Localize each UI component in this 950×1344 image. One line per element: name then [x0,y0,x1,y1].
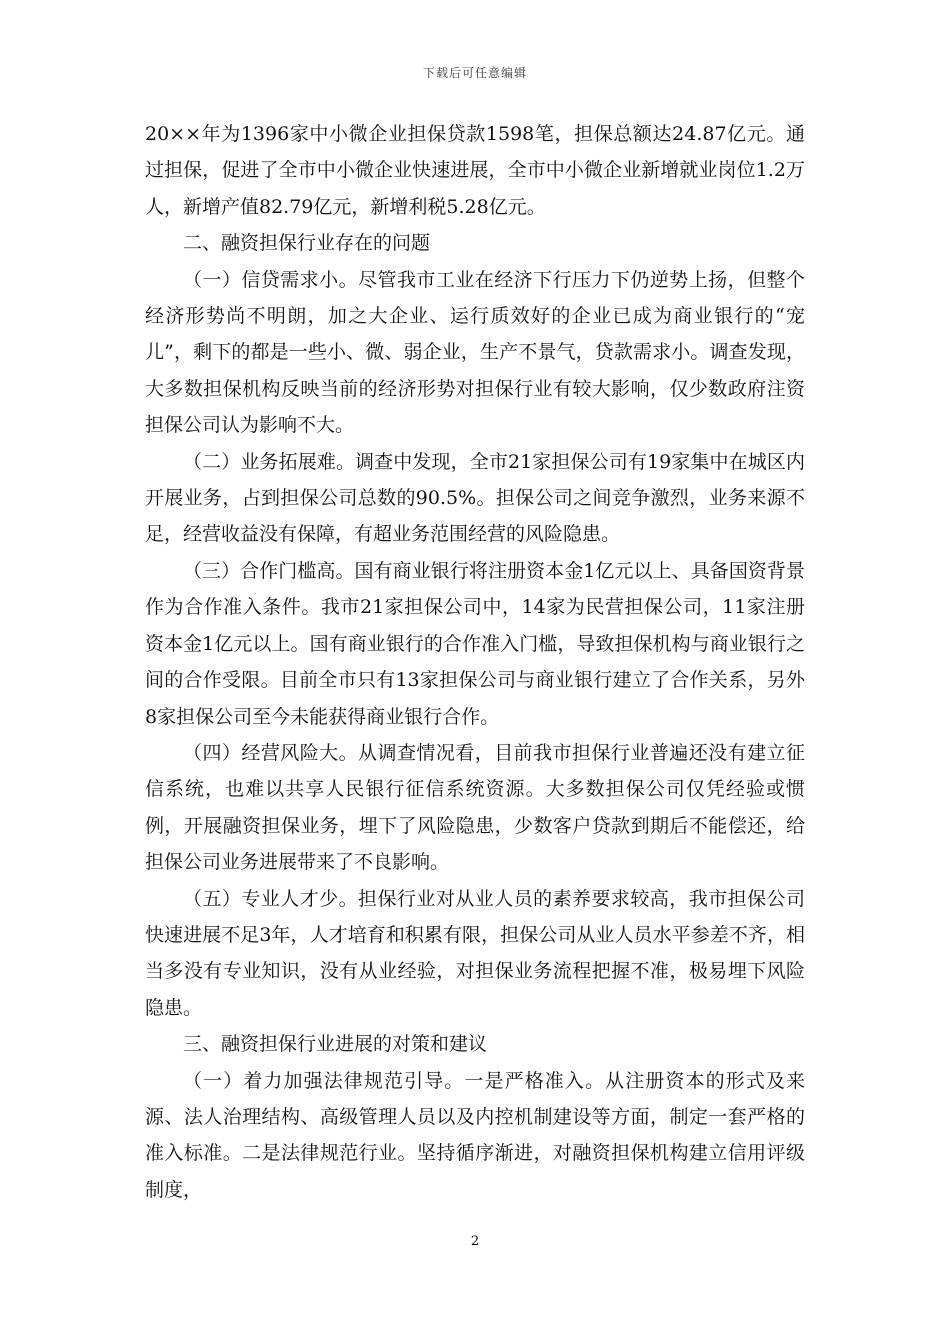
section-heading-problems: 二、融资担保行业存在的问题 [183,232,431,255]
paragraph-talent-shortage: （五）专业人才少。担保行业对从业人员的素养要求较高，我市担保公司快速进展不足3年，人才培育和积累有限，担保公司从业人员水平参差不齐，相当多没有专业知识，没有从业经验，对担保业务流程把握不准，极易埋下风险隐患。 [145,887,805,1019]
paragraph-business-expansion: （二）业务拓展难。调查中发现，全市21家担保公司有19家集中在城区内开展业务，占到担保公司总数的90.5%。担保公司之间竞争激烈，业务来源不足，经营收益没有保障，有超业务范围经营的风险隐患。 [145,450,805,546]
section-heading-countermeasures: 三、融资担保行业进展的对策和建议 [183,1033,488,1056]
document-body [145,116,805,1208]
page-header-note: 下载后可任意编辑 [422,66,527,80]
page-number: 2 [470,1234,480,1249]
paragraph-credit-demand: （一）信贷需求小。尽管我市工业在经济下行压力下仍逆势上扬，但整个经济形势尚不明朗，加之大企业、运行质效好的企业已成为商业银行的“宠儿”，剩下的都是一些小、微、弱企业，生产不景气，贷款需求小。调查发现，大多数担保机构反映当前的经济形势对担保行业有较大影响，仅少数政府注资担保公司认为影响不大。 [145,268,805,437]
paragraph-cooperation-threshold: （三）合作门槛高。国有商业银行将注册资本金1亿元以上、具备国资背景作为合作准入条件。我市21家担保公司中，14家为民营担保公司，11家注册资本金1亿元以上。国有商业银行的合作准入门槛，导致担保机构与商业银行之间的合作受限。目前全市只有13家担保公司与商业银行建立了合作关系，另外8家担保公司至今未能获得商业银行合作。 [145,559,805,728]
paragraph-legal-guidance: （一）着力加强法律规范引导。一是严格准入。从注册资本的形式及来源、法人治理结构、高级管理人员以及内控机制建设等方面，制定一套严格的准入标准。二是法律规范行业。坚持循序渐进，对融资担保机构建立信用评级制度， [145,1069,805,1201]
paragraph-operating-risk: （四）经营风险大。从调查情况看，目前我市担保行业普遍还没有建立征信系统，也难以共享人民银行征信系统资源。大多数担保公司仅凭经验或惯例，开展融资担保业务，埋下了风险隐患，少数客户贷款到期后不能偿还，给担保公司业务进展带来了不良影响。 [145,741,805,874]
paragraph-continuation: 20××年为1396家中小微企业担保贷款1598笔，担保总额达24.87亿元。通过担保，促进了全市中小微企业快速进展，全市中小微企业新增就业岗位1.2万人，新增产值82.79亿元，新增利税5.28亿元。 [145,123,805,218]
